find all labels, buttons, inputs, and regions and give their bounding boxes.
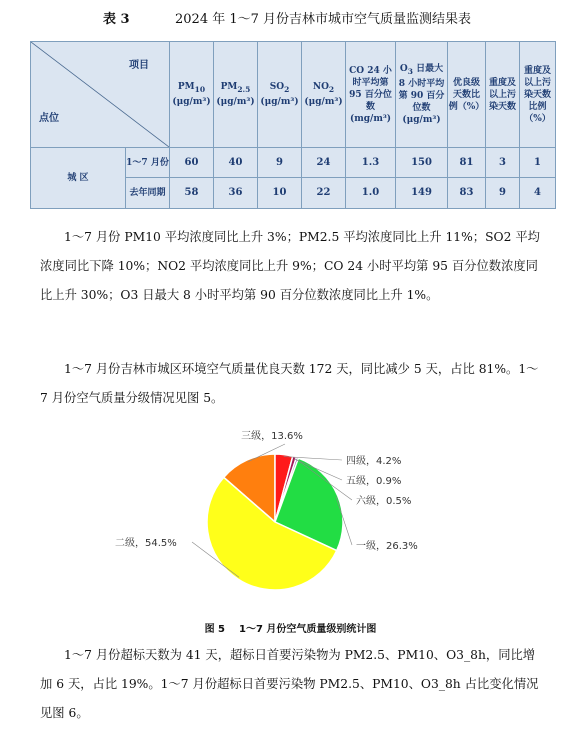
table-cell: 1.0 xyxy=(346,178,396,209)
table-cell: 9 xyxy=(258,148,302,178)
column-header: $SO_2$ (μg/m³) xyxy=(258,42,302,148)
period-label: 1～7 月份 xyxy=(126,148,170,178)
column-header: $PM_{2.5}$ (μg/m³) xyxy=(214,42,258,148)
corner-site-label: 点位 xyxy=(39,113,59,124)
figure-title: 1～7 月份空气质量级别统计图 xyxy=(239,624,377,635)
paragraph-good-days: 1～7 月份吉林市城区环境空气质量优良天数 172 天，同比减少 5 天，占比 81%。1～7 月份空气质量分级情况见图 5。 xyxy=(40,362,539,405)
table-cell: 1 xyxy=(520,148,556,178)
column-header: $NO_2$ (μg/m³) xyxy=(302,42,346,148)
table-caption xyxy=(0,6,581,26)
table-cell: 58 xyxy=(170,178,214,209)
table-cell: 40 xyxy=(214,148,258,178)
slice-label-四级: 四级，4.2% xyxy=(346,456,402,467)
pie-chart xyxy=(0,424,581,620)
figure-number: 图 5 xyxy=(204,624,226,635)
slice-label-五级: 五级，0.9% xyxy=(346,476,402,487)
slice-label-二级: 二级，54.5% xyxy=(115,538,177,549)
column-header: $PM_{10}$ (μg/m³) xyxy=(170,42,214,148)
table-corner-header xyxy=(31,42,170,148)
table-cell: 3 xyxy=(486,148,520,178)
site-group-label: 城 区 xyxy=(31,148,126,209)
paragraph-pollutants: 1～7 月份 PM10 平均浓度同比上升 3%；PM2.5 平均浓度同比上升 11%；SO2 平均浓度同比下降 10%；NO2 平均浓度同比上升 9%；CO 24 小时平均第 95 百分位数浓度同比上升 30%；O3 日最大 8 小时平均第 90 百分位数浓度同比上升 1%。 xyxy=(40,230,540,302)
table-cell: 9 xyxy=(486,178,520,209)
corner-item-label: 项目 xyxy=(129,60,149,71)
table-title: 2024 年 1～7 月份吉林市城市空气质量监测结果表 xyxy=(175,12,472,27)
table-cell: 10 xyxy=(258,178,302,209)
column-header: 重度及 以上污 染天数 比例 （%） xyxy=(520,42,556,148)
column-header: 优良级 天数比 例（%） xyxy=(448,42,486,148)
table-cell: 22 xyxy=(302,178,346,209)
air-quality-table xyxy=(30,41,556,209)
slice-label-三级: 三级，13.6% xyxy=(241,431,303,442)
table-cell: 83 xyxy=(448,178,486,209)
column-header: 重度及 以上污 染天数 xyxy=(486,42,520,148)
table-cell: 149 xyxy=(396,178,448,209)
figure-caption xyxy=(0,620,581,635)
paragraph-exceed-days: 1～7 月份超标天数为 41 天，超标日首要污染物为 PM2.5、PM10、O3_8h，同比增加 6 天，占比 19%。1～7 月份超标日首要污染物 PM2.5、PM10、O3_8h 占比变化情况见图 6。 xyxy=(40,648,539,720)
table-cell: 36 xyxy=(214,178,258,209)
column-header: $O_3$ 日最大 8 小时平均 第 90 百分 位数 (μg/m³) xyxy=(396,42,448,148)
table-number: 表 3 xyxy=(103,12,130,27)
slice-label-一级: 一级，26.3% xyxy=(356,541,418,552)
table-cell: 24 xyxy=(302,148,346,178)
table-cell: 81 xyxy=(448,148,486,178)
column-header: CO 24 小 时平均第 95 百分位 数(mg/m³) xyxy=(346,42,396,148)
slice-label-六级: 六级，0.5% xyxy=(356,496,412,507)
table-cell: 60 xyxy=(170,148,214,178)
table-cell: 4 xyxy=(520,178,556,209)
table-cell: 150 xyxy=(396,148,448,178)
table-cell: 1.3 xyxy=(346,148,396,178)
period-label: 去年同期 xyxy=(126,178,170,209)
